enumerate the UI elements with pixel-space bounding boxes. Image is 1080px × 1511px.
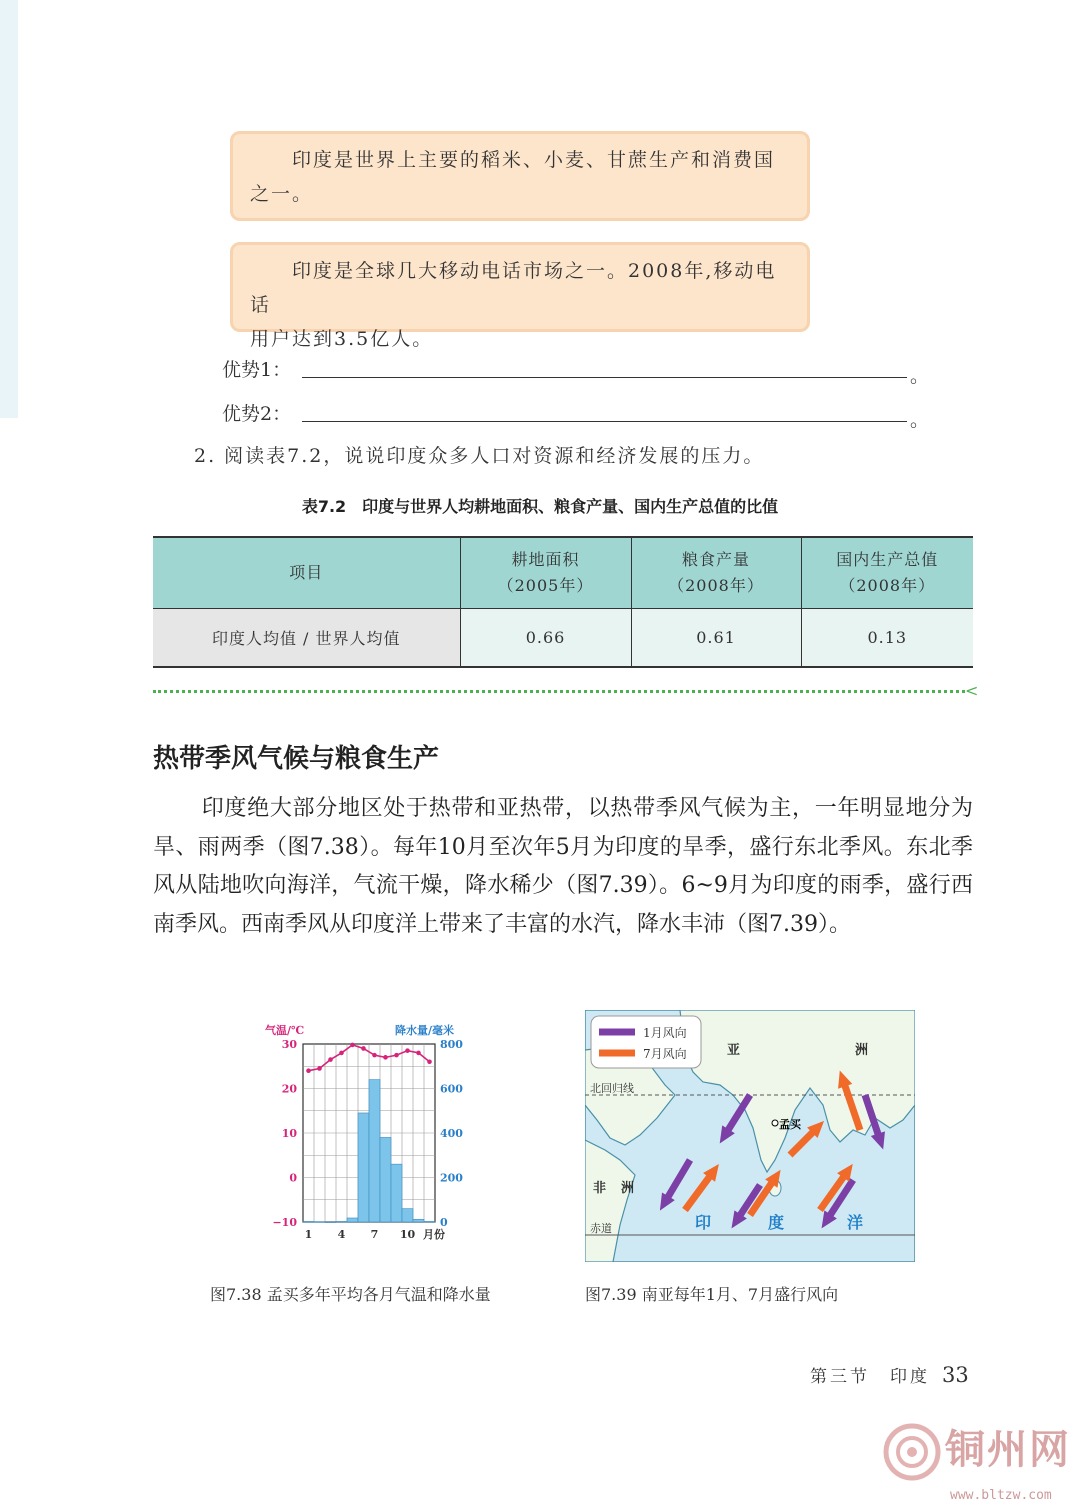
ocean-label: 度 [768, 1213, 785, 1232]
header-item: 项目 [153, 537, 460, 609]
advantage-label: 优势1： [222, 359, 292, 381]
precip-bar [413, 1219, 424, 1222]
right-tick-label: 600 [440, 1082, 463, 1096]
watermark-text: 铜州网 [945, 1427, 1071, 1473]
divider-arrow-icon: < [965, 681, 979, 700]
row-label: 印度人均值 / 世界人均值 [153, 609, 460, 668]
city-label: 孟买 [779, 1118, 801, 1131]
temp-point [427, 1060, 432, 1065]
section-name: 第三节 印度 [810, 1367, 930, 1387]
legend-jul-label: 7月风向 [643, 1047, 687, 1061]
temp-point [416, 1051, 421, 1056]
body-paragraph: 印度绝大部分地区处于热带和亚热带，以热带季风气候为主，一年明显地分为旱、雨两季（图7.38）。每年10月至次年5月为印度的旱季，盛行东北季风。东北季风从陆地吹向海洋，气流干燥，降水稀少（图7.39）。6~9月为印度的雨季，盛行西南季风。西南季风从印度洋上带来了丰富的水汽，降水丰沛（图7.39）。 [153, 796, 973, 937]
left-margin-band [0, 0, 18, 418]
temp-point [361, 1046, 366, 1051]
period: 。 [910, 409, 930, 431]
right-tick-label: 200 [440, 1171, 463, 1185]
note-box-mobile [230, 242, 810, 350]
precip-bar [336, 1222, 347, 1223]
table-header-row [153, 537, 973, 609]
table-cell: 0.61 [631, 609, 801, 668]
temp-point [350, 1043, 355, 1048]
answer-line[interactable] [302, 421, 907, 422]
figure-caption-739: 图7.39 南亚每年1月、7月盛行风向 [585, 1285, 839, 1304]
temp-point [317, 1066, 322, 1071]
temp-point [383, 1055, 388, 1060]
left-tick-label: 20 [281, 1082, 297, 1096]
right-tick-label: 400 [440, 1127, 463, 1140]
x-tick-label: 1 [304, 1228, 313, 1241]
left-tick-label: 0 [289, 1171, 297, 1185]
monsoon-map [585, 1010, 915, 1262]
right-tick-label: 800 [440, 1038, 463, 1051]
right-axis-label: 降水量/毫米 [395, 1024, 455, 1037]
left-tick-label: 30 [281, 1038, 297, 1051]
note-box-rice [230, 131, 810, 221]
legend-jan-label: 1月风向 [643, 1026, 687, 1040]
header-col: 粮食产量 （2008年） [631, 537, 801, 609]
note-text-line1: 印度是世界上主要的稻米、小麦、甘蔗生产和消费国 [292, 149, 776, 171]
climate-chart [255, 1020, 485, 1245]
note-text-line1: 印度是全球几大移动电话市场之一。2008年,移动电话 [250, 260, 777, 316]
ocean-label: 洋 [847, 1213, 864, 1232]
temp-point [328, 1057, 333, 1062]
precip-bar [347, 1218, 358, 1222]
watermark-url: www.bltzw.com [950, 1488, 1052, 1503]
table-row [153, 609, 973, 668]
left-axis-label: 气温/℃ [265, 1024, 305, 1037]
x-tick-label: 10 [399, 1228, 416, 1241]
ocean-label: 印 [695, 1213, 712, 1232]
right-tick-label: 0 [440, 1216, 448, 1229]
precip-bar [303, 1222, 314, 1223]
temp-point [339, 1051, 344, 1056]
asia-label: 洲 [855, 1043, 869, 1058]
temp-point [405, 1048, 410, 1053]
note-text-line2: 用户达到3.5亿人。 [250, 328, 434, 350]
page-number: 33 [942, 1363, 969, 1387]
precip-bar [358, 1113, 369, 1222]
precip-bar [369, 1080, 380, 1222]
section-title: 热带季风气候与粮食生产 [153, 744, 440, 774]
period: 。 [910, 365, 930, 387]
precip-bar [380, 1137, 391, 1222]
figure-caption-738: 图7.38 孟买多年平均各月气温和降水量 [210, 1285, 491, 1304]
x-tick-label: 7 [370, 1228, 379, 1241]
table-cell: 0.66 [460, 609, 631, 668]
dotted-divider [153, 690, 965, 693]
data-table [153, 536, 973, 668]
temp-point [306, 1068, 311, 1073]
left-tick-label: −10 [272, 1216, 297, 1229]
precip-bar [402, 1209, 413, 1222]
header-col: 国内生产总值 （2008年） [801, 537, 973, 609]
asia-label: 亚 [727, 1043, 741, 1058]
question-2: 2. 阅读表7.2，说说印度众多人口对资源和经济发展的压力。 [194, 445, 765, 467]
city-marker-icon [772, 1120, 778, 1126]
advantage-blank-1 [222, 355, 930, 387]
x-tick-label: 4 [337, 1228, 346, 1241]
table-caption: 表7.2 印度与世界人均耕地面积、粮食产量、国内生产总值的比值 [301, 497, 779, 516]
africa-label: 洲 [621, 1181, 635, 1196]
precip-bar [391, 1164, 402, 1222]
x-axis-label: 月份 [423, 1228, 445, 1241]
advantage-blank-2 [222, 399, 930, 431]
temp-point [372, 1053, 377, 1058]
advantage-label: 优势2： [222, 403, 292, 425]
temp-point [394, 1053, 399, 1058]
equator-label: 赤道 [590, 1222, 612, 1235]
left-tick-label: 10 [281, 1127, 297, 1140]
precip-bar [314, 1222, 325, 1223]
header-col: 耕地面积 （2005年） [460, 537, 631, 609]
table-cell: 0.13 [801, 609, 973, 668]
precip-bar [325, 1222, 336, 1223]
precip-bar [424, 1222, 435, 1223]
tropic-label: 北回归线 [590, 1082, 634, 1095]
answer-line[interactable] [302, 377, 907, 378]
note-text-line2: 之一。 [250, 183, 314, 205]
africa-label: 非 [593, 1181, 607, 1196]
page-footer [810, 1362, 969, 1387]
